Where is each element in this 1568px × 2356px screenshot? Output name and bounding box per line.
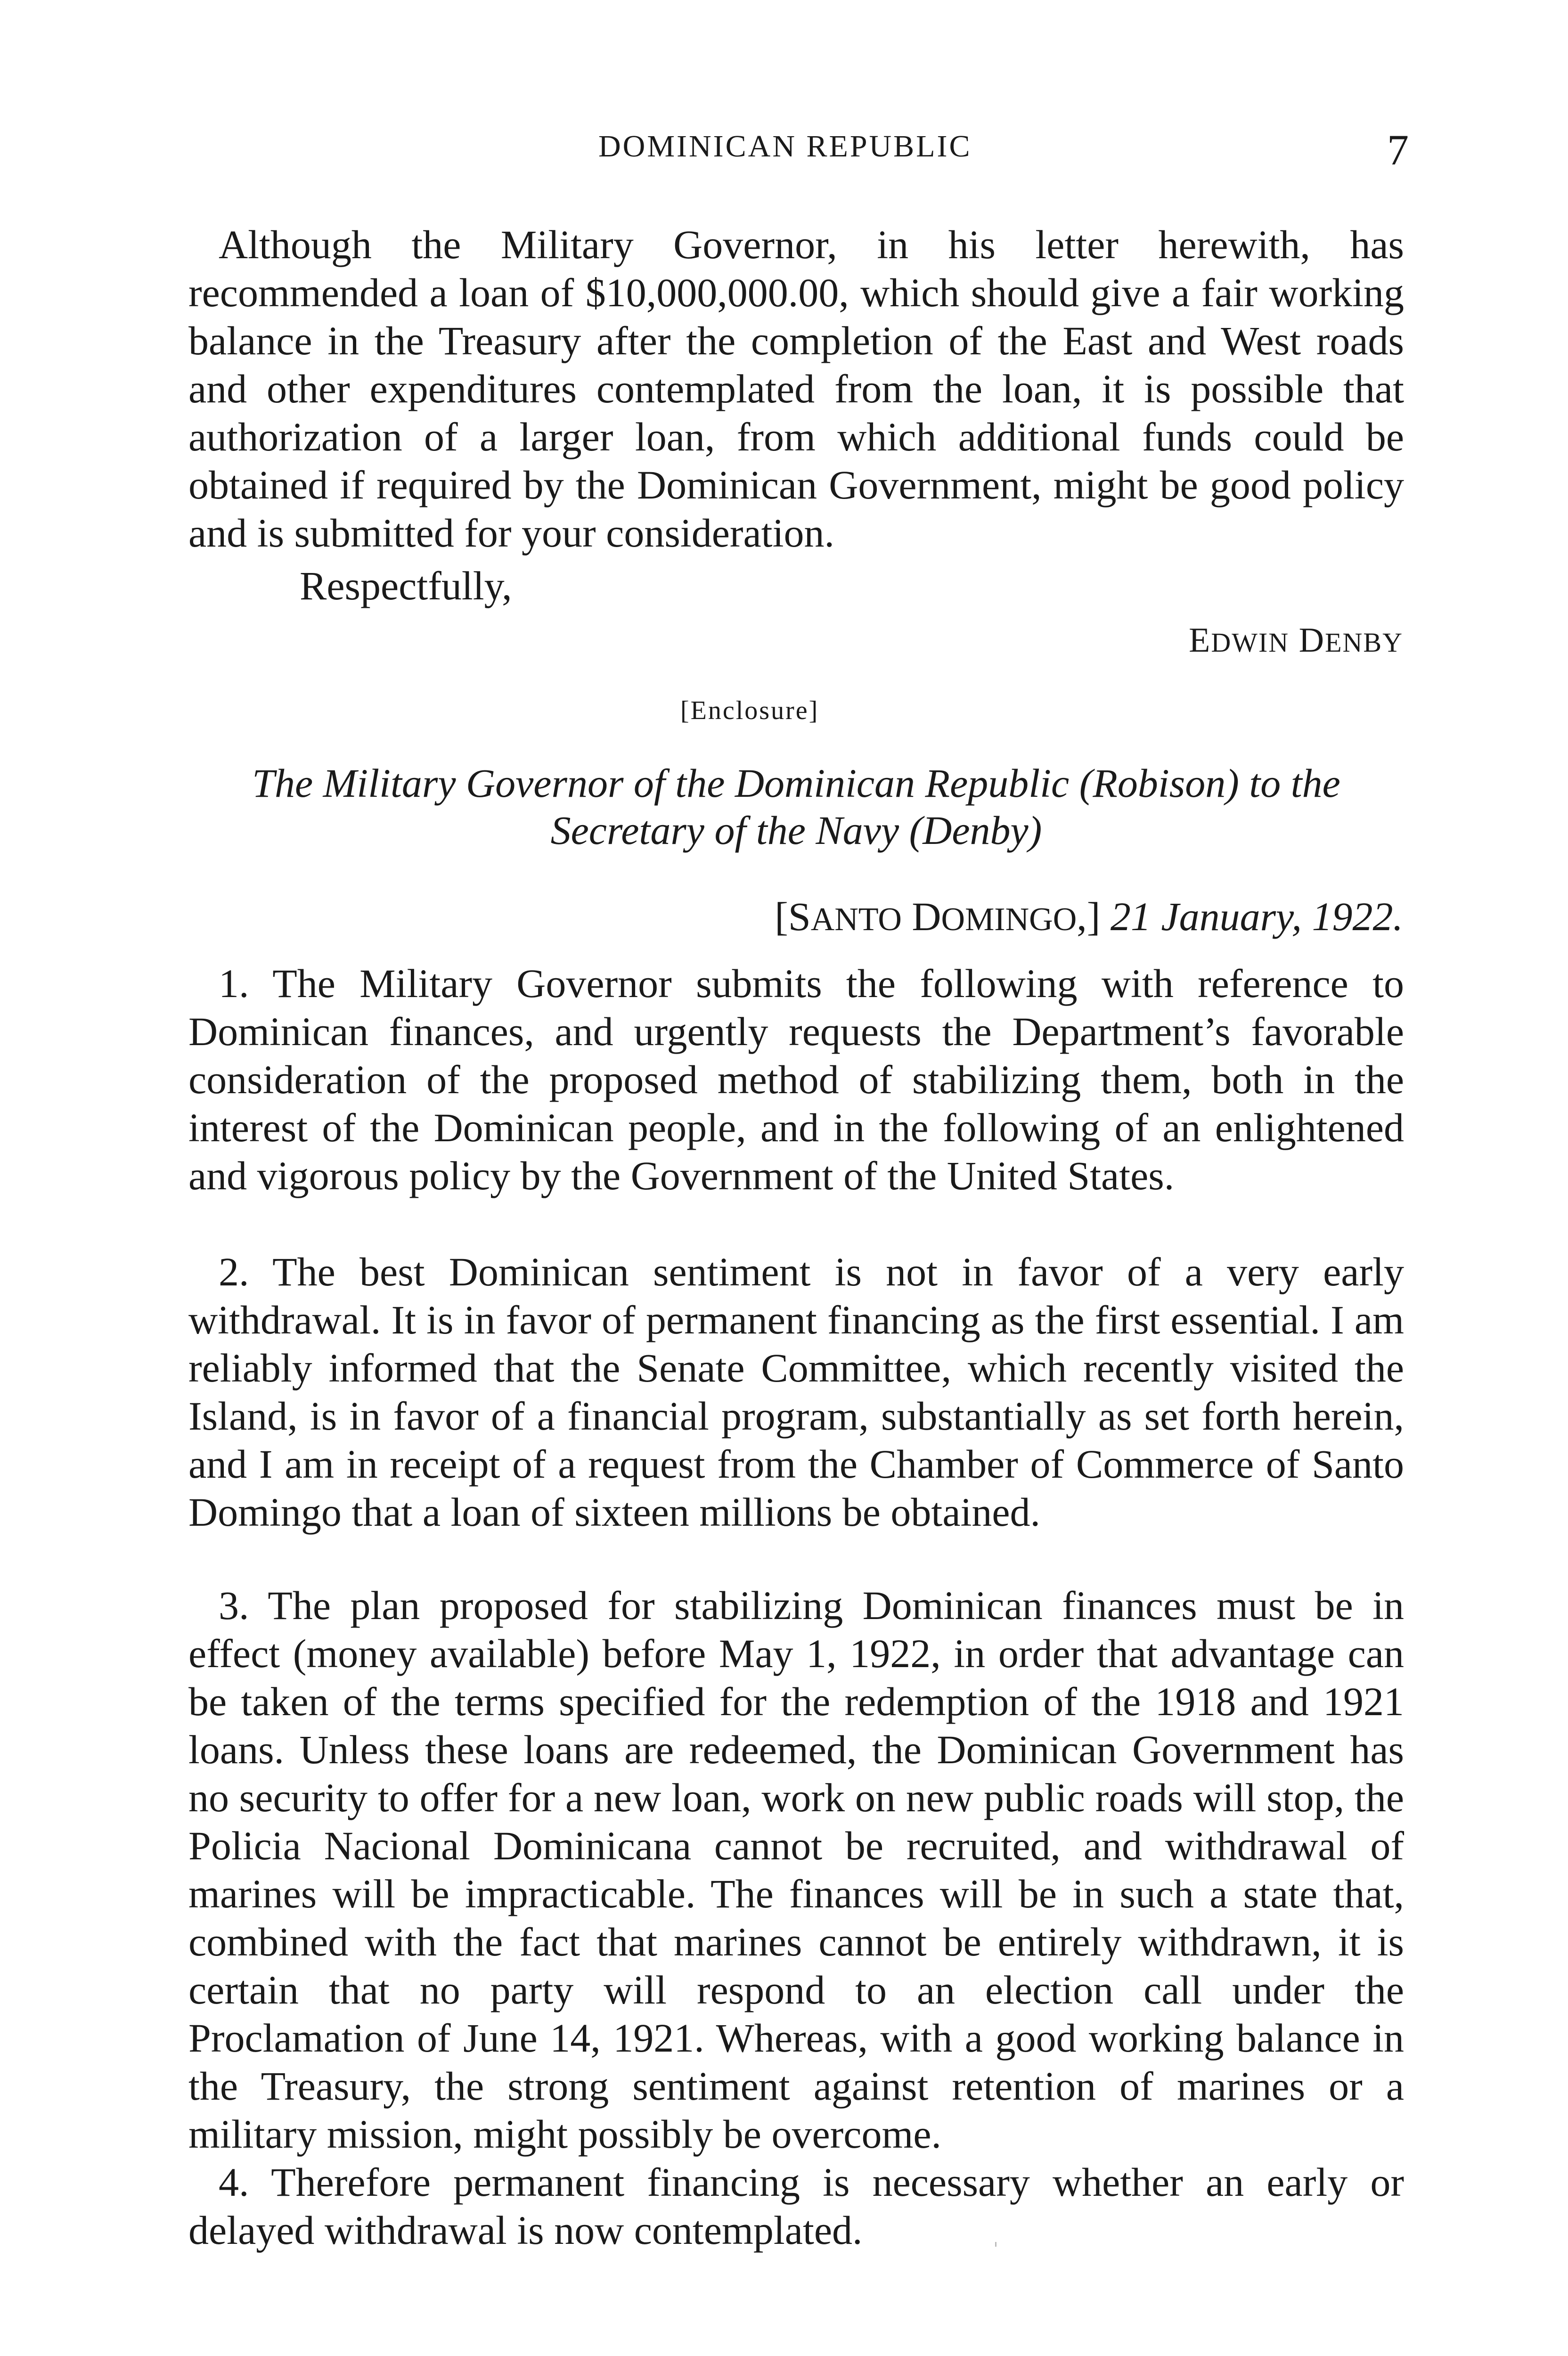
numbered-paragraph-2: 2. The best Dominican sentiment is not in favor of a very early withdrawal. It is in favor of permanent financing as the first essential. I am reliably informed that the Senate Committee, which recently visited the Island, is in favor of a financial program, substantially as set forth herein, and I am in receipt of a request from the Chamber of Commerce of Santo Domingo that a loan of sixteen millions be obtained. [188,1249,1404,1535]
letter-paragraph: Although the Military Governor, in his letter herewith, has recommended a loan of $10,000,000.00, which should give a fair working balance in the Treasury after the completion of the East and West roads and other expenditures contemplated from the loan, it is possible that authorization of a larger loan, from which additional funds could be obtained if required by the Dominican Government, might be good policy and is submitted for your consideration. [188,222,1404,556]
letter-signature [1189,623,1403,658]
numbered-paragraph-1: 1. The Military Governor submits the following with reference to Dominican finances, and urgently requests the Department’s favorable consideration of the proposed method of stabilizing them, both in the interest of the Dominican people, and in the following of an enlightened and vigorous policy by the Government of the United States. [188,961,1404,1198]
dateline-place-initial-1: S [788,894,811,939]
stray-print-mark [995,2242,996,2247]
document-title: The Military Governor of the Dominican Republic (Robison) to the Secretary of the Navy (Denby) [252,761,1340,853]
dateline [775,896,1403,937]
signature-first-initial: E [1189,621,1211,660]
signature-last-rest: ENBY [1325,627,1403,658]
numbered-paragraph-3: 3. The plan proposed for stabilizing Dominican finances must be in effect (money available) before May 1, 1922, in order that advantage can be taken of the terms specified for the redemption of the 1918 and 1921 loans. Unless these loans are redeemed, the Dominican Government has no security to offer for a new loan, work on new public roads will stop, the Policia Nacional Dominicana cannot be recruited, and withdrawal of marines will be impracticable. The finances will be in such a state that, combined with the fact that marines cannot be entirely withdrawn, it is certain that no party will respond to an election call under the Proclamation of June 14, 1921. Whereas, with a good working balance in the Treasury, the strong sentiment against retention of marines or a military mission, might possibly be overcome. [188,1583,1404,2157]
numbered-paragraph-4: 4. Therefore permanent financing is necessary whether an early or delayed withdrawal is now contemplated. [188,2160,1404,2253]
dateline-place-rest-1: ANTO [810,901,902,938]
dateline-close-bracket: ,] [1077,894,1101,939]
page-number: 7 [1387,126,1409,174]
dateline-place-rest-2: OMINGO [941,901,1077,938]
dateline-date: 21 January, 1922. [1110,894,1403,939]
enclosure-label: [Enclosure] [680,696,819,725]
signature-last-initial: D [1298,621,1325,660]
dateline-place-initial-2: D [912,894,941,939]
letter-closing: Respectfully, [300,563,512,608]
signature-first-rest: DWIN [1211,627,1290,658]
running-title: DOMINICAN REPUBLIC [598,129,972,164]
dateline-open-bracket: [ [775,894,788,939]
